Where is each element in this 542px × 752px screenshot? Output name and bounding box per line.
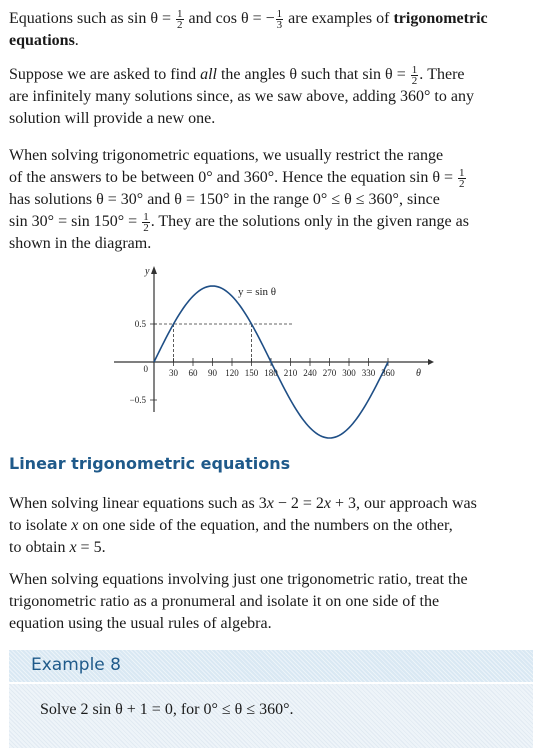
x-axis-label: θ: [416, 368, 421, 379]
intro-paragraph: Equations such as sin θ = $\frac{1}{2}$ and cos θ = − $\frac{1}{3}$ are examples of trigonometric equations.: [9, 7, 488, 49]
linear-equations-paragraph: When solving linear equations such as 3x − 2 = 2x + 3, our approach was to isolate x on one side of the equation, and the numbers on the other, to obtain x = 5.: [9, 495, 477, 556]
x-tick-label: 210: [283, 368, 298, 378]
solutions-paragraph: Suppose we are asked to find all the angles θ such that sin θ = $\frac{1}{2}$ . There are infinitely many solutions since, as we saw above, adding 360° to any solution will provide a new one.: [9, 63, 474, 127]
x-tick-label: 30: [169, 368, 178, 378]
example-question: Solve 2 sin θ + 1 = 0, for 0° ≤ θ ≤ 360°.: [40, 701, 294, 718]
y-axis-label: y: [145, 266, 150, 277]
fraction: $\frac{1}{2}$: [459, 166, 465, 190]
x-tick-label: 300: [342, 368, 356, 378]
y-tick-label: 0.5: [134, 319, 146, 329]
origin-label: 0: [143, 364, 148, 374]
sine-graph: [110, 262, 440, 442]
x-tick-label: 150: [244, 368, 259, 378]
y-axis-arrow: [151, 266, 157, 274]
x-tick-label: 360: [381, 368, 395, 378]
x-tick-label: 120: [225, 368, 239, 378]
trig-ratio-paragraph: When solving equations involving just one trigonometric ratio, treat the trigonometric ratio as a pronumeral and isolate it on one side of the equation using the usual rules of algebra.: [9, 571, 468, 632]
x-tick-label: 270: [322, 368, 337, 378]
fraction: $\frac{1}{3}$: [276, 7, 283, 31]
x-tick-label: 240: [303, 368, 317, 378]
example-title: Example 8: [31, 655, 121, 675]
curve-label: y = sin θ: [238, 286, 277, 298]
y-tick-label: −0.5: [129, 395, 146, 405]
x-axis-arrow: [428, 359, 434, 365]
fraction: $\frac{1}{2}$: [411, 63, 418, 87]
x-tick-label: 90: [208, 368, 217, 378]
x-tick-label: 180: [264, 368, 278, 378]
section-heading: Linear trigonometric equations: [9, 454, 291, 473]
x-tick-label: 60: [188, 368, 198, 378]
fraction: $\frac{1}{2}$: [177, 7, 183, 31]
fraction: $\frac{1}{2}$: [143, 210, 149, 234]
x-tick-label: 330: [361, 368, 376, 378]
range-paragraph: When solving trigonometric equations, we usually restrict the range of the answers to be between 0° and 360°. Hence the equation sin θ = $\frac{1}{2}$ has solutions θ = 30° and θ = 150° in the range 0° ≤ θ ≤ 360°, since sin 30° = sin 150° = $\frac{1}{2}$ . They are the solutions only in the given range as shown in the diagram.: [9, 147, 469, 252]
